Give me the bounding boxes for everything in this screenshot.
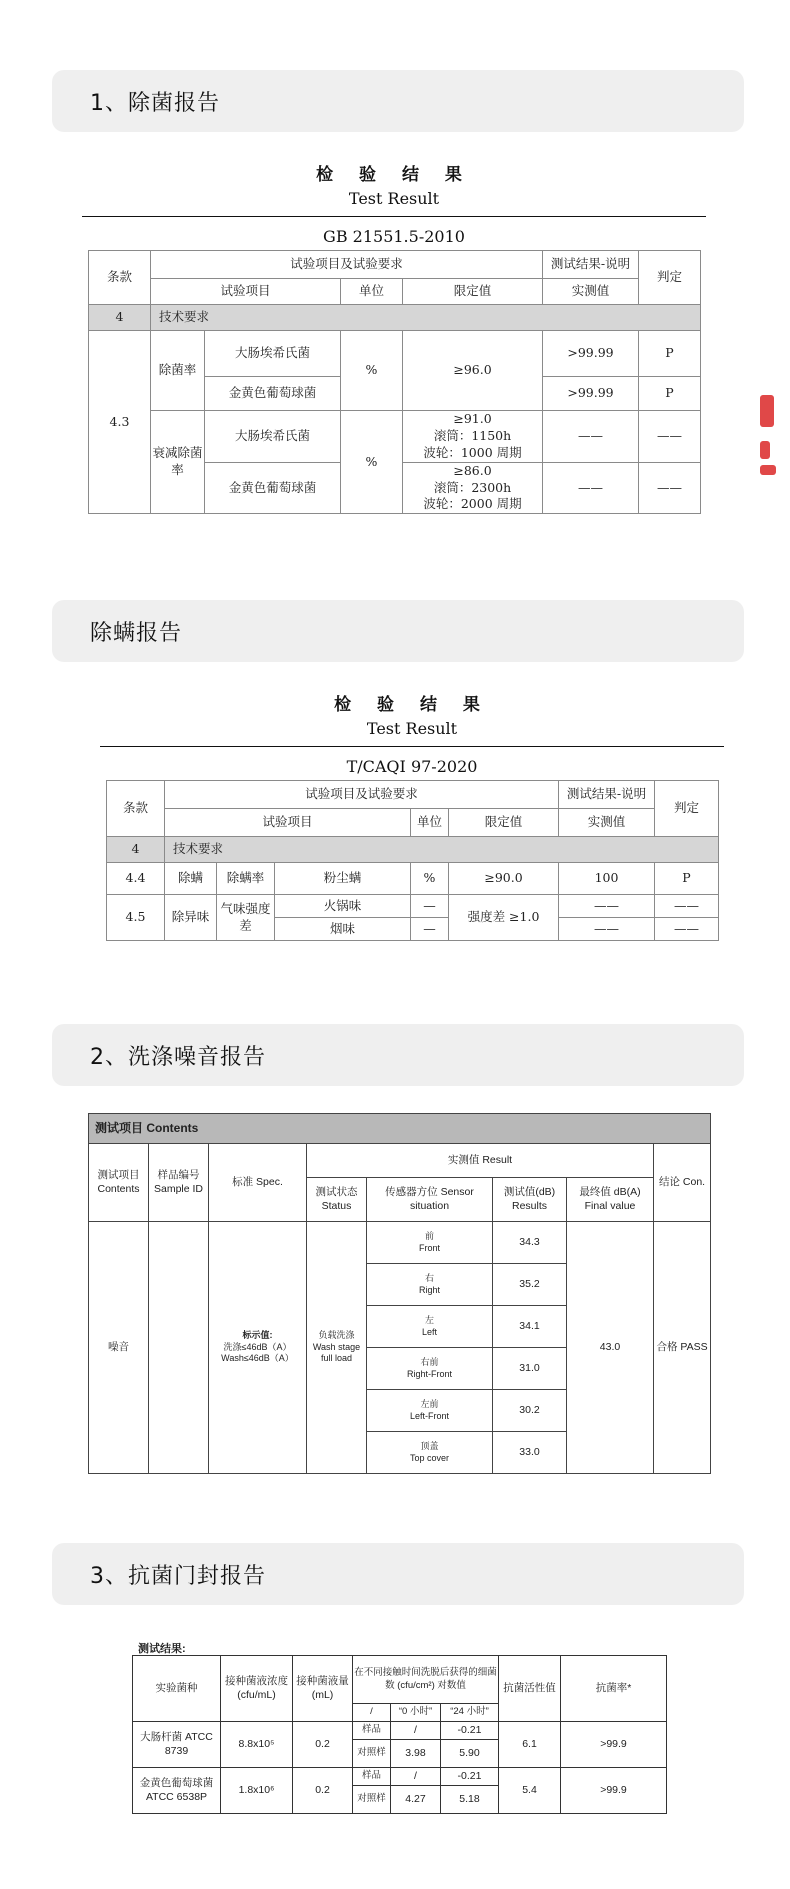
table-cell: —— xyxy=(655,918,719,941)
sterilization-report xyxy=(82,160,706,514)
limit-cell: ≥91.0 滚筒：1150h 波轮：1000 周期 xyxy=(403,411,543,463)
table-cell: 4.4 xyxy=(107,863,165,895)
table-cell: 对照样 xyxy=(353,1786,391,1814)
tech-clause: 4 xyxy=(107,837,165,863)
table-cell: 5.4 xyxy=(499,1768,561,1814)
table-cell: / xyxy=(391,1722,441,1740)
table-cell: % xyxy=(341,331,403,411)
noise-status: 负载洗涤 Wash stage full load xyxy=(307,1222,367,1474)
table-cell: >99.9 xyxy=(561,1722,667,1768)
table-cell: 0.2 xyxy=(293,1722,353,1768)
header-measured: 实测值 xyxy=(543,279,639,305)
divider xyxy=(82,216,706,217)
sensor-top-cover: 顶盖 Top cover xyxy=(367,1432,493,1474)
table-cell: P xyxy=(639,377,701,411)
header-item: 试验项目 xyxy=(151,279,341,305)
table-cell: P xyxy=(639,331,701,377)
report-title-cn: 检 验 结 果 xyxy=(316,165,472,185)
col-activity: 抗菌活性值 xyxy=(499,1656,561,1722)
table-cell: 对照样 xyxy=(353,1740,391,1768)
col-conclusion: 结论 Con. xyxy=(654,1144,711,1222)
section-title-sterilization: 1、除菌报告 xyxy=(52,70,744,132)
table-cell: 金黄色葡萄球菌 xyxy=(205,462,341,514)
group-attenuation-rate: 衰减除菌率 xyxy=(151,411,205,514)
table-cell: 气味强度差 xyxy=(217,895,275,941)
table-cell: -0.21 xyxy=(441,1768,499,1786)
standard-code: T/CAQI 97-2020 xyxy=(346,757,478,776)
table-cell: —— xyxy=(543,411,639,463)
strain-staph: 金黄色葡萄球菌 ATCC 6538P xyxy=(133,1768,221,1814)
col-status: 测试状态 Status xyxy=(307,1178,367,1222)
table-cell: 1.8x10⁶ xyxy=(221,1768,293,1814)
table-cell: >99.99 xyxy=(543,377,639,411)
col-counts: 在不同接触时间洗脱后获得的细菌数 (cfu/cm²) 对数值 xyxy=(353,1656,499,1704)
header-clause: 条款 xyxy=(89,251,151,305)
table-cell: 8.8x10⁵ xyxy=(221,1722,293,1768)
clause-4-3: 4.3 xyxy=(89,331,151,514)
header-items-requirements: 试验项目及试验要求 xyxy=(151,251,543,279)
table-cell: ≥96.0 xyxy=(403,331,543,411)
section-title-antibacterial-seal: 3、抗菌门封报告 xyxy=(52,1543,744,1605)
table-cell: >99.9 xyxy=(561,1768,667,1814)
mite-table xyxy=(106,780,719,941)
value-right: 35.2 xyxy=(493,1264,567,1306)
strain-ecoli: 大肠杆菌 ATCC 8739 xyxy=(133,1722,221,1768)
table-cell: —— xyxy=(655,895,719,918)
table-cell: P xyxy=(655,863,719,895)
noise-conclusion: 合格 PASS xyxy=(654,1222,711,1474)
limit-cell: ≥86.0 滚筒：2300h 波轮：2000 周期 xyxy=(403,462,543,514)
mite-report xyxy=(100,690,724,941)
tech-clause: 4 xyxy=(89,305,151,331)
group-removal-rate: 除菌率 xyxy=(151,331,205,411)
table-cell: — xyxy=(411,918,449,941)
sub-24h: “24 小时” xyxy=(441,1704,499,1722)
standard-code: GB 21551.5-2010 xyxy=(323,227,465,246)
col-rate: 抗菌率* xyxy=(561,1656,667,1722)
table-cell: —— xyxy=(543,462,639,514)
table-cell: 粉尘螨 xyxy=(275,863,411,895)
noise-table xyxy=(88,1113,711,1474)
col-sensor: 传感器方位 Sensor situation xyxy=(367,1178,493,1222)
noise-sample-id xyxy=(149,1222,209,1474)
sensor-left: 左 Left xyxy=(367,1306,493,1348)
header-clause: 条款 xyxy=(107,781,165,837)
table-cell: — xyxy=(411,895,449,918)
tech-label: 技术要求 xyxy=(165,837,719,863)
col-sample: 样品编号 Sample ID xyxy=(149,1144,209,1222)
header-result-desc: 测试结果-说明 xyxy=(559,781,655,809)
col-results: 测试值(dB) Results xyxy=(493,1178,567,1222)
noise-row-name: 噪音 xyxy=(89,1222,149,1474)
stamp-fragment xyxy=(760,395,780,481)
header-unit: 单位 xyxy=(411,809,449,837)
header-unit: 单位 xyxy=(341,279,403,305)
table-cell: 除螨 xyxy=(165,863,217,895)
table-cell: 5.90 xyxy=(441,1740,499,1768)
report-title-en: Test Result xyxy=(348,189,440,208)
noise-final-value: 43.0 xyxy=(567,1222,654,1474)
header-verdict: 判定 xyxy=(639,251,701,305)
col-spec: 标准 Spec. xyxy=(209,1144,307,1222)
table-cell: 5.18 xyxy=(441,1786,499,1814)
table-cell: 4.5 xyxy=(107,895,165,941)
col-strain: 实验菌种 xyxy=(133,1656,221,1722)
value-right-front: 31.0 xyxy=(493,1348,567,1390)
header-measured: 实测值 xyxy=(559,809,655,837)
section-title-noise: 2、洗涤噪音报告 xyxy=(52,1024,744,1086)
table-cell: 金黄色葡萄球菌 xyxy=(205,377,341,411)
table-cell: % xyxy=(411,863,449,895)
table-cell: >99.99 xyxy=(543,331,639,377)
table-cell: 4.27 xyxy=(391,1786,441,1814)
sensor-left-front: 左前 Left-Front xyxy=(367,1390,493,1432)
table-cell: 6.1 xyxy=(499,1722,561,1768)
col-volume: 接种菌液量(mL) xyxy=(293,1656,353,1722)
col-final: 最终值 dB(A) Final value xyxy=(567,1178,654,1222)
table-cell: —— xyxy=(559,918,655,941)
sub-slash: / xyxy=(353,1704,391,1722)
tech-label: 技术要求 xyxy=(151,305,701,331)
table-cell: —— xyxy=(639,462,701,514)
antibacterial-table xyxy=(132,1655,667,1814)
table-cell: 除螨率 xyxy=(217,863,275,895)
header-limit: 限定值 xyxy=(449,809,559,837)
table-cell: 大肠埃希氏菌 xyxy=(205,331,341,377)
col-result: 实测值 Result xyxy=(307,1144,654,1178)
table-cell: -0.21 xyxy=(441,1722,499,1740)
report-title-cn: 检 验 结 果 xyxy=(334,695,490,715)
sterilization-table xyxy=(88,250,701,514)
table-cell: 样品 xyxy=(353,1768,391,1786)
noise-header-title: 测试项目 Contents xyxy=(89,1114,711,1144)
noise-spec: 标示值: 洗涤≤46dB（A） Wash≤46dB（A） xyxy=(209,1222,307,1474)
table-cell: 强度差 ≥1.0 xyxy=(449,895,559,941)
table-cell: % xyxy=(341,411,403,514)
header-verdict: 判定 xyxy=(655,781,719,837)
value-left: 34.1 xyxy=(493,1306,567,1348)
value-left-front: 30.2 xyxy=(493,1390,567,1432)
table-cell: —— xyxy=(639,411,701,463)
report-title-en: Test Result xyxy=(366,719,458,738)
header-item: 试验项目 xyxy=(165,809,411,837)
col-contents: 测试项目 Contents xyxy=(89,1144,149,1222)
sensor-right: 右 Right xyxy=(367,1264,493,1306)
sub-0h: “0 小时” xyxy=(391,1704,441,1722)
table-cell: 3.98 xyxy=(391,1740,441,1768)
header-limit: 限定值 xyxy=(403,279,543,305)
anti-results-label: 测试结果: xyxy=(138,1643,186,1655)
divider xyxy=(100,746,724,747)
table-cell: / xyxy=(391,1768,441,1786)
table-cell: 大肠埃希氏菌 xyxy=(205,411,341,463)
table-cell: 0.2 xyxy=(293,1768,353,1814)
header-result-desc: 测试结果-说明 xyxy=(543,251,639,279)
table-cell: ≥90.0 xyxy=(449,863,559,895)
table-cell: 样品 xyxy=(353,1722,391,1740)
value-top-cover: 33.0 xyxy=(493,1432,567,1474)
header-items-requirements: 试验项目及试验要求 xyxy=(165,781,559,809)
table-cell: 烟味 xyxy=(275,918,411,941)
table-cell: 100 xyxy=(559,863,655,895)
section-title-mite-removal: 除螨报告 xyxy=(52,600,744,662)
table-cell: —— xyxy=(559,895,655,918)
col-concentration: 接种菌液浓度 (cfu/mL) xyxy=(221,1656,293,1722)
sensor-front: 前 Front xyxy=(367,1222,493,1264)
value-front: 34.3 xyxy=(493,1222,567,1264)
table-cell: 火锅味 xyxy=(275,895,411,918)
table-cell: 除异味 xyxy=(165,895,217,941)
sensor-right-front: 右前 Right-Front xyxy=(367,1348,493,1390)
